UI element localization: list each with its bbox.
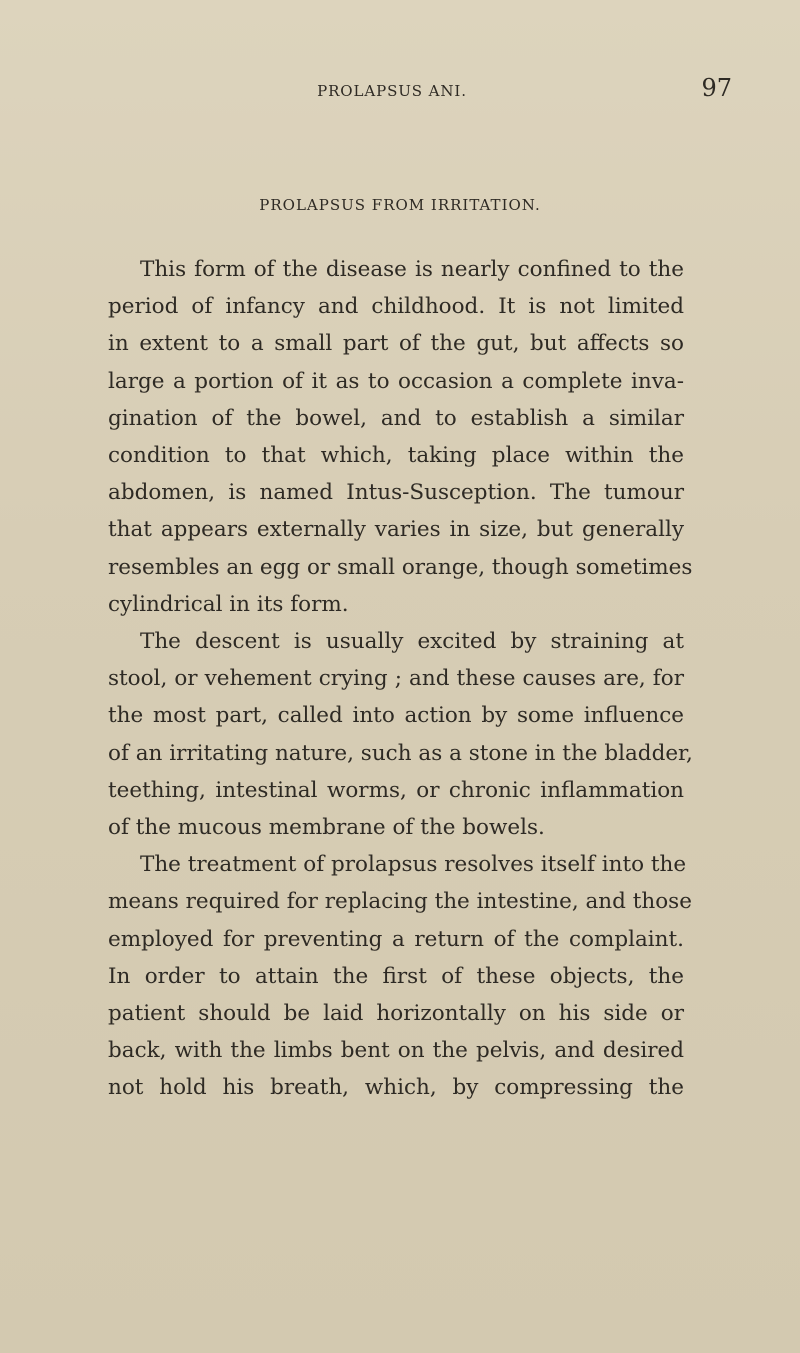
paragraph-line: teething, intestinal worms, or chronic inflammation <box>108 777 684 803</box>
paragraph-line: stool, or vehement crying ; and these causes are, for <box>108 666 684 692</box>
paragraph-line: This form of the disease is nearly confined to the <box>140 257 684 282</box>
running-head <box>0 74 800 106</box>
body-text <box>108 251 693 1107</box>
paragraph-line: of an irritating nature, such as a stone in the bladder, <box>108 740 693 766</box>
paragraph-line: In order to attain the first of these objects, the <box>108 963 684 989</box>
paragraph-line: cylindrical in its form. <box>108 591 349 617</box>
page-number: 97 <box>701 74 732 102</box>
paragraph-line: not hold his breath, which, by compressing the <box>108 1075 684 1101</box>
paragraph-line: means required for replacing the intestine, and those <box>108 889 692 915</box>
paragraph-line: back, with the limbs bent on the pelvis, and desired <box>108 1038 684 1064</box>
paragraph-line: employed for preventing a return of the complaint. <box>108 926 684 952</box>
paragraph-line: the most part, called into action by some influence <box>108 703 684 729</box>
paragraph-line: condition to that which, taking place within the <box>108 443 684 469</box>
paragraph-line: resembles an egg or small orange, though sometimes <box>108 554 693 580</box>
paragraph-line: that appears externally varies in size, but generally <box>108 517 684 543</box>
paragraph-line: large a portion of it as to occasion a complete inva- <box>108 368 684 394</box>
section-title: PROLAPSUS FROM IRRITATION. <box>259 196 541 214</box>
paragraph-line: gination of the bowel, and to establish a similar <box>108 405 684 431</box>
paragraph-line: abdomen, is named Intus-Susception. The tumour <box>108 480 684 506</box>
paragraph-line: in extent to a small part of the gut, but affects so <box>108 331 684 357</box>
paragraph-line: The descent is usually excited by straining at <box>140 629 684 655</box>
paragraph-line: period of infancy and childhood. It is not limited <box>108 294 684 320</box>
paragraph-line: of the mucous membrane of the bowels. <box>108 815 545 841</box>
running-head-title: PROLAPSUS ANI. <box>317 82 467 100</box>
paragraph-line: The treatment of prolapsus resolves itself into the <box>140 852 687 878</box>
paragraph-line: patient should be laid horizontally on his side or <box>108 1001 684 1027</box>
